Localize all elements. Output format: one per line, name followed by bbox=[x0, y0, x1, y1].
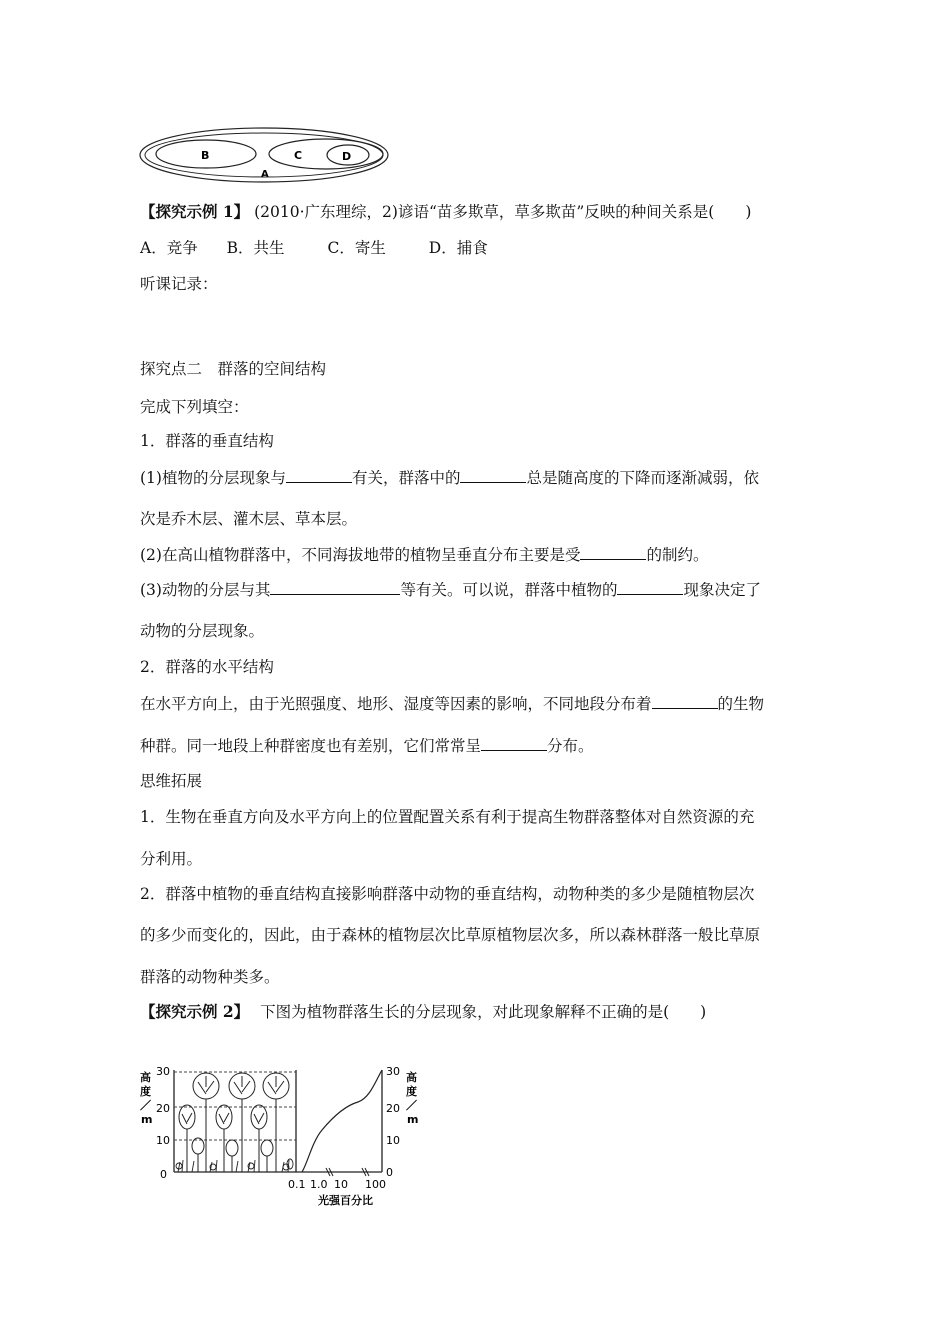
h-text-b: 的生物 bbox=[717, 695, 765, 713]
vertical-item-1-cont: 次是乔木层、灌木层、草本层。 bbox=[140, 510, 358, 528]
example1-question-line bbox=[140, 201, 751, 223]
light-curve bbox=[302, 1070, 382, 1172]
option-a: A．竞争 bbox=[140, 239, 198, 257]
plant-layering-figure bbox=[136, 1062, 436, 1210]
x-axis-label: 光强百分比 bbox=[318, 1194, 373, 1207]
v3-text-b: 等有关。可以说，群落中植物的 bbox=[400, 581, 618, 599]
section2-instruction: 完成下列填空： bbox=[140, 398, 249, 416]
left-tick-10: 10 bbox=[156, 1134, 170, 1147]
right-tick-20: 20 bbox=[386, 1102, 400, 1115]
v1-text-a: (1)植物的分层现象与 bbox=[140, 469, 286, 487]
right-axis-label-2: ／ bbox=[406, 1099, 417, 1112]
tree-layer bbox=[193, 1073, 289, 1172]
horizontal-structure-title: 2．群落的水平结构 bbox=[140, 658, 274, 676]
extension-p1-a: 1．生物在垂直方向及水平方向上的位置配置关系有利于提高生物群落整体对自然资源的充 bbox=[140, 808, 755, 826]
notes-label: 听课记录： bbox=[140, 275, 218, 293]
x-tick-10: 10 bbox=[334, 1178, 348, 1191]
left-tick-30: 30 bbox=[156, 1065, 170, 1078]
h-text-c: 种群。同一地段上种群密度也有差别，它们常常呈 bbox=[140, 737, 482, 755]
fill-blank-5[interactable] bbox=[617, 578, 683, 595]
option-c: C．寄生 bbox=[327, 239, 386, 257]
right-tick-30: 30 bbox=[386, 1065, 400, 1078]
example1-options bbox=[140, 237, 488, 259]
shrub-layer bbox=[179, 1105, 273, 1172]
vertical-item-3 bbox=[140, 578, 761, 601]
example2-tag: 【探究示例 2】 bbox=[140, 1002, 250, 1021]
left-tick-0: 0 bbox=[160, 1168, 167, 1181]
fill-blank-2[interactable] bbox=[460, 466, 526, 483]
horizontal-item-cont bbox=[140, 734, 594, 757]
right-tick-0: 0 bbox=[386, 1166, 393, 1179]
option-d: D．捕食 bbox=[428, 239, 488, 257]
h-text-a: 在水平方向上，由于光照强度、地形、湿度等因素的影响，不同地段分布着 bbox=[140, 695, 652, 713]
left-tick-20: 20 bbox=[156, 1102, 170, 1115]
herb-layer bbox=[176, 1159, 293, 1172]
option-b: B．共生 bbox=[226, 239, 285, 257]
v2-text-b: 的制约。 bbox=[646, 546, 709, 564]
nested-ellipse-diagram bbox=[138, 126, 394, 184]
fill-blank-4[interactable] bbox=[270, 578, 400, 595]
example2-question-line bbox=[140, 1001, 706, 1023]
extension-p2-b: 的多少而变化的，因此，由于森林的植物层次比草原植物层次多，所以森林群落一般比草原 bbox=[140, 926, 761, 944]
right-axis-label-3: m bbox=[407, 1113, 419, 1126]
right-axis-label-1: 度 bbox=[406, 1085, 417, 1098]
left-axis-label-2: ／ bbox=[140, 1099, 151, 1112]
right-tick-10: 10 bbox=[386, 1134, 400, 1147]
v1-text-b: 有关，群落中的 bbox=[351, 469, 461, 487]
x-tick-100: 100 bbox=[365, 1178, 386, 1191]
fill-blank-1[interactable] bbox=[286, 466, 352, 483]
label-b: B bbox=[201, 149, 210, 162]
x-tick-1-0: 1.0 bbox=[310, 1178, 328, 1191]
vertical-item-3-cont: 动物的分层现象。 bbox=[140, 622, 265, 640]
extension-title: 思维拓展 bbox=[140, 772, 203, 790]
h-text-d: 分布。 bbox=[547, 737, 594, 755]
label-a: A bbox=[261, 169, 269, 180]
v2-text-a: (2)在高山植物群落中，不同海拔地带的植物呈垂直分布主要是受 bbox=[140, 546, 581, 564]
left-axis-label-3: m bbox=[141, 1113, 153, 1126]
extension-p1-b: 分利用。 bbox=[140, 850, 203, 868]
v3-text-c: 现象决定了 bbox=[683, 581, 761, 599]
extension-p2-a: 2．群落中植物的垂直结构直接影响群落中动物的垂直结构，动物种类的多少是随植物层次 bbox=[140, 885, 755, 903]
label-c: C bbox=[294, 149, 303, 162]
label-d: D bbox=[342, 150, 352, 163]
section2-title: 探究点二 群落的空间结构 bbox=[140, 360, 327, 378]
ellipse-c bbox=[269, 139, 383, 169]
fill-blank-3[interactable] bbox=[580, 543, 646, 560]
right-axis-label-0: 高 bbox=[406, 1071, 417, 1084]
x-tick-0-1: 0.1 bbox=[288, 1178, 306, 1191]
v3-text-a: (3)动物的分层与其 bbox=[140, 581, 271, 599]
vertical-structure-title: 1．群落的垂直结构 bbox=[140, 432, 274, 450]
horizontal-item bbox=[140, 692, 764, 715]
left-axis-label-1: 度 bbox=[140, 1085, 151, 1098]
v1-text-c: 总是随高度的下降而逐渐减弱，依 bbox=[526, 469, 759, 487]
vertical-item-2 bbox=[140, 543, 708, 566]
fill-blank-6[interactable] bbox=[652, 692, 718, 709]
extension-p2-c: 群落的动物种类多。 bbox=[140, 968, 280, 986]
fill-blank-7[interactable] bbox=[481, 734, 547, 751]
example2-question: 下图为植物群落生长的分层现象，对此现象解释不正确的是( ) bbox=[260, 1003, 707, 1021]
example1-question: (2010·广东理综，2)谚语“苗多欺草，草多欺苗”反映的种间关系是( ) bbox=[254, 203, 752, 221]
left-axis-label-0: 高 bbox=[140, 1071, 151, 1084]
vertical-item-1 bbox=[140, 466, 759, 489]
example1-tag: 【探究示例 1】 bbox=[140, 202, 250, 221]
